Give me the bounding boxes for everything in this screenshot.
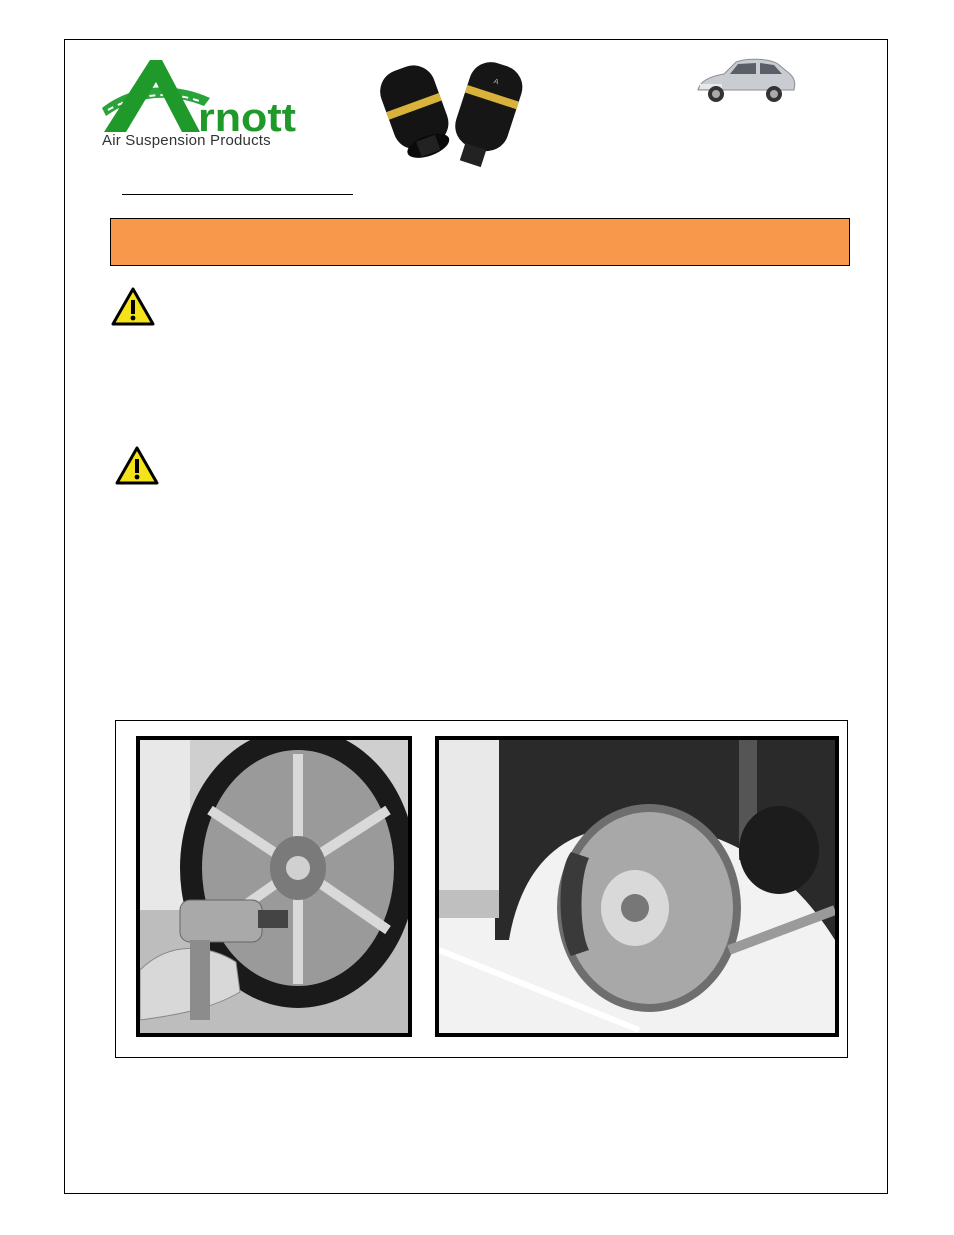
- warning-icon: [110, 286, 156, 328]
- rear-brake-disc-and-air-spring-photo: [435, 736, 839, 1037]
- title-underline: [122, 194, 353, 195]
- air-spring-product-image: [366, 52, 546, 172]
- mercedes-car-image: [694, 52, 798, 108]
- svg-text:A: A: [492, 78, 500, 87]
- arnott-logo-mark: [100, 58, 300, 136]
- logo-tagline: Air Suspension Products: [102, 132, 271, 149]
- impact-wrench-on-wheel-photo: [136, 736, 412, 1037]
- arnott-logo: [100, 58, 300, 153]
- logo-brand-text: rnott: [198, 96, 296, 136]
- warning-icon: [114, 445, 160, 487]
- section-banner: [110, 218, 850, 266]
